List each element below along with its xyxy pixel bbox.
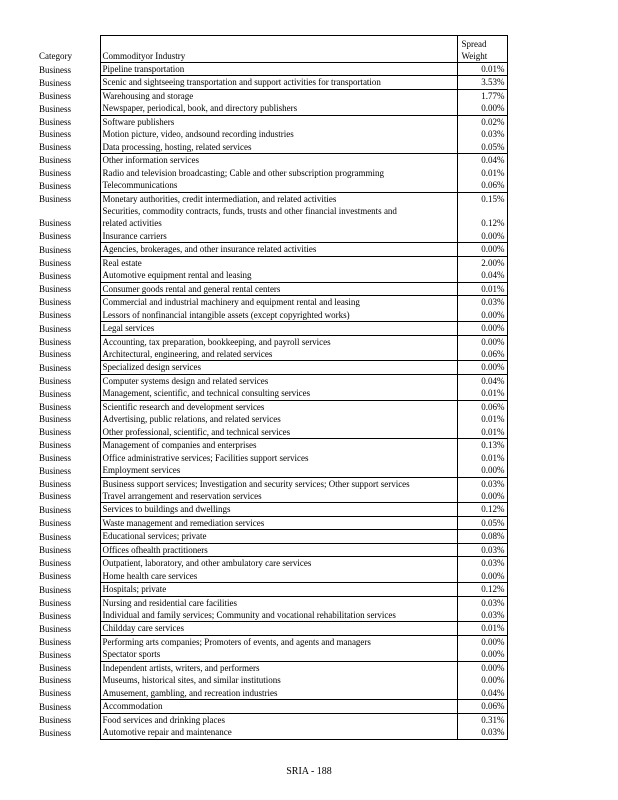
table-row [37,335,507,348]
row-industry: Lessors of nonfinancial intangible assets (except copyrighted works) [100,309,457,322]
table-row [37,63,507,76]
row-category: Business [37,635,100,648]
table-row [37,439,507,452]
row-category: Business [37,269,100,282]
row-weight: 0.00% [457,361,507,374]
row-industry: Nursing and residential care facilities [100,596,457,609]
row-category: Business [37,503,100,516]
table-row [37,128,507,140]
row-industry: Other professional, scientific, and technical services [100,426,457,439]
table-row [37,661,507,674]
row-category: Business [37,179,100,192]
table-row [37,687,507,700]
row-category: Business [37,102,100,115]
row-category: Business [37,230,100,243]
table-row [37,622,507,635]
row-industry: Independent artists, writers, and performers [100,661,457,674]
header-weight-line1: Spread [461,39,487,49]
row-category: Business [37,374,100,387]
table-row [37,400,507,413]
table-row [37,713,507,726]
row-category: Business [37,128,100,140]
row-industry: Food services and drinking places [100,713,457,726]
table-row [37,700,507,713]
row-industry: Real estate [100,256,457,269]
row-category: Business [37,76,100,89]
row-category: Business [37,322,100,335]
row-industry: Museums, historical sites, and similar institutions [100,674,457,686]
row-industry: Consumer goods rental and general rental centers [100,282,457,295]
row-category: Business [37,687,100,700]
row-weight: 0.01% [457,452,507,464]
row-weight: 0.03% [457,596,507,609]
table-row [37,179,507,192]
table-row [37,477,507,490]
row-weight: 0.00% [457,322,507,335]
table-row [37,167,507,179]
row-industry: Advertising, public relations, and related services [100,413,457,425]
row-category: Business [37,583,100,596]
row-category: Business [37,89,100,102]
row-category: Business [37,413,100,425]
table-row [37,516,507,529]
row-weight: 0.15% [457,192,507,205]
row-category: Business [37,674,100,686]
row-weight: 0.01% [457,426,507,439]
row-category: Business [37,452,100,464]
row-industry: Specialized design services [100,361,457,374]
table-row [37,635,507,648]
row-industry: Legal services [100,322,457,335]
table-row [37,282,507,295]
table-row [37,256,507,269]
table-row [37,154,507,167]
row-weight: 0.04% [457,269,507,282]
row-category: Business [37,570,100,583]
page-footer: SRIA - 188 [286,766,332,777]
row-industry: Management of companies and enterprises [100,439,457,452]
row-category: Business [37,361,100,374]
row-weight: 0.01% [457,63,507,76]
table-row [37,243,507,256]
row-weight: 3.53% [457,76,507,89]
row-category: Business [37,387,100,400]
row-category: Business [37,464,100,477]
row-weight: 0.00% [457,102,507,115]
row-weight: 0.05% [457,141,507,154]
row-category: Business [37,622,100,635]
row-weight: 0.00% [457,490,507,503]
row-industry: Automotive equipment rental and leasing [100,269,457,282]
row-industry: Automotive repair and maintenance [100,726,457,739]
row-weight: 0.06% [457,700,507,713]
table-row [37,452,507,464]
row-category: Business [37,141,100,154]
row-weight: 0.03% [457,543,507,556]
row-industry: Telecommunications [100,179,457,192]
row-industry: Accounting, tax preparation, bookkeeping, and payroll services [100,335,457,348]
row-weight: 0.03% [457,726,507,739]
header-industry: Commodityor Industry [100,36,457,63]
row-weight: 0.00% [457,309,507,322]
row-category: Business [37,296,100,309]
row-weight: 0.00% [457,230,507,243]
row-category: Business [37,335,100,348]
row-category: Business [37,609,100,622]
row-weight: 0.00% [457,570,507,583]
row-industry: Individual and family services; Community and vocational rehabilitation services [100,609,457,622]
table-header-row [37,36,507,63]
table-row [37,413,507,425]
row-industry: Architectural, engineering, and related services [100,348,457,361]
row-weight: 0.08% [457,530,507,543]
table-row [37,192,507,205]
row-category: Business [37,700,100,713]
table-row [37,269,507,282]
row-weight: 0.00% [457,243,507,256]
row-weight: 0.12% [457,503,507,516]
row-weight: 0.13% [457,439,507,452]
row-category: Business [37,596,100,609]
row-category: Business [37,309,100,322]
table-row [37,726,507,739]
row-industry: Outpatient, laboratory, and other ambulatory care services [100,557,457,570]
row-industry: Amusement, gambling, and recreation industries [100,687,457,700]
row-weight: 0.05% [457,516,507,529]
row-industry-line1: Securities, commodity contracts, funds, trusts and other financial investments and [102,205,397,216]
row-category: Business [37,205,100,230]
table-row [37,426,507,439]
row-weight: 0.00% [457,635,507,648]
row-industry: Waste management and remediation services [100,516,457,529]
row-weight: 0.04% [457,374,507,387]
row-category: Business [37,439,100,452]
table-row [37,648,507,661]
row-category: Business [37,530,100,543]
row-category: Business [37,282,100,295]
row-industry: Accommodation [100,700,457,713]
row-weight: 0.03% [457,296,507,309]
row-industry: Scenic and sightseeing transportation and support activities for transportation [100,76,457,89]
row-industry: Business support services; Investigation and security services; Other support services [100,477,457,490]
row-category: Business [37,713,100,726]
table-row [37,230,507,243]
row-weight: 0.00% [457,335,507,348]
row-category: Business [37,557,100,570]
row-category: Business [37,426,100,439]
row-weight: 0.01% [457,413,507,425]
row-weight: 0.00% [457,674,507,686]
table-row [37,141,507,154]
row-industry: Childday care services [100,622,457,635]
commodity-weight-table [37,35,508,740]
row-industry: Home health care services [100,570,457,583]
row-weight: 0.06% [457,348,507,361]
row-weight: 0.06% [457,400,507,413]
row-category: Business [37,726,100,739]
table-row [37,348,507,361]
row-industry: Monetary authorities, credit intermediation, and related activities [100,192,457,205]
row-category: Business [37,516,100,529]
row-category: Business [37,400,100,413]
table-row [37,387,507,400]
row-weight: 2.00% [457,256,507,269]
row-industry: Performing arts companies; Promoters of events, and agents and managers [100,635,457,648]
row-weight: 0.12% [457,205,507,230]
table-row [37,557,507,570]
row-category: Business [37,63,100,76]
row-weight: 0.00% [457,661,507,674]
row-weight: 0.31% [457,713,507,726]
row-weight: 0.03% [457,477,507,490]
table-row [37,596,507,609]
row-weight: 1.77% [457,89,507,102]
table-row [37,205,507,230]
table-row [37,309,507,322]
table-row [37,583,507,596]
row-industry: Travel arrangement and reservation services [100,490,457,503]
row-industry: Insurance carriers [100,230,457,243]
table-row [37,296,507,309]
header-weight [457,36,507,63]
row-category: Business [37,167,100,179]
row-industry: Data processing, hosting, related services [100,141,457,154]
row-industry: Hospitals; private [100,583,457,596]
row-category: Business [37,154,100,167]
row-industry: Warehousing and storage [100,89,457,102]
row-category: Business [37,243,100,256]
table-row [37,374,507,387]
header-category: Category [37,36,100,63]
row-weight: 0.03% [457,557,507,570]
row-industry: Offices ofhealth practitioners [100,543,457,556]
row-industry: Pipeline transportation [100,63,457,76]
row-industry: Office administrative services; Facilities support services [100,452,457,464]
header-weight-line2: Weight [461,50,488,61]
table-row [37,543,507,556]
row-weight: 0.00% [457,648,507,661]
table-row [37,322,507,335]
row-weight: 0.12% [457,583,507,596]
row-weight: 0.01% [457,282,507,295]
row-weight: 0.03% [457,609,507,622]
row-category: Business [37,256,100,269]
table-row [37,503,507,516]
row-weight: 0.03% [457,128,507,140]
table-row [37,464,507,477]
row-weight: 0.04% [457,687,507,700]
row-weight: 0.01% [457,622,507,635]
table-row [37,89,507,102]
row-weight: 0.06% [457,179,507,192]
table-row [37,674,507,686]
row-category: Business [37,115,100,128]
table-row [37,609,507,622]
row-industry: Computer systems design and related services [100,374,457,387]
row-category: Business [37,648,100,661]
row-weight: 0.02% [457,115,507,128]
table-row [37,490,507,503]
row-industry: Scientific research and development services [100,400,457,413]
row-category: Business [37,477,100,490]
row-industry: Commercial and industrial machinery and equipment rental and leasing [100,296,457,309]
row-industry: Newspaper, periodical, book, and directory publishers [100,102,457,115]
row-weight: 0.04% [457,154,507,167]
row-industry: Software publishers [100,115,457,128]
row-category: Business [37,192,100,205]
table-row [37,102,507,115]
row-category: Business [37,490,100,503]
table-row [37,76,507,89]
row-category: Business [37,348,100,361]
row-industry: Services to buildings and dwellings [100,503,457,516]
row-industry: Management, scientific, and technical consulting services [100,387,457,400]
row-industry: Spectator sports [100,648,457,661]
row-industry [100,205,457,230]
row-industry: Employment services [100,464,457,477]
row-industry-line2: related activities [102,218,162,229]
row-industry: Agencies, brokerages, and other insurance related activities [100,243,457,256]
table-row [37,361,507,374]
table-row [37,570,507,583]
row-weight: 0.01% [457,387,507,400]
row-industry: Radio and television broadcasting; Cable and other subscription programming [100,167,457,179]
row-weight: 0.00% [457,464,507,477]
row-industry: Educational services; private [100,530,457,543]
table-row [37,530,507,543]
row-industry: Other information services [100,154,457,167]
row-weight: 0.01% [457,167,507,179]
table-row [37,115,507,128]
row-industry: Motion picture, video, andsound recording industries [100,128,457,140]
row-category: Business [37,661,100,674]
row-category: Business [37,543,100,556]
